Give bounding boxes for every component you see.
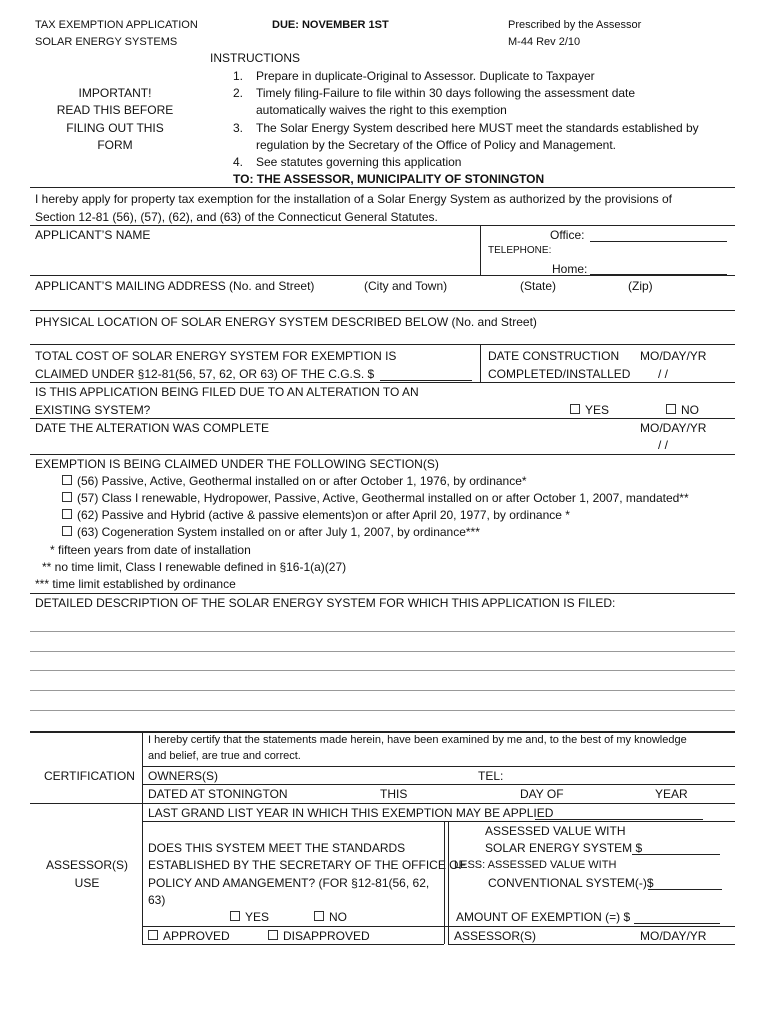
dated-at-label: DATED AT STONINGTON [148, 787, 288, 801]
telephone-label: TELEPHONE: [488, 245, 552, 256]
footnote-2: ** no time limit, Class I renewable defined in §16-1(a)(27) [42, 560, 347, 574]
home-phone-field[interactable] [590, 262, 727, 275]
divider [142, 731, 143, 944]
exemption-option-63[interactable] [62, 525, 480, 539]
footnote-3: *** time limit established by ordinance [35, 577, 236, 591]
standards-question-line4: 63) [148, 893, 166, 907]
date-construction-label: DATE CONSTRUCTION [488, 349, 620, 363]
exemption-heading: EXEMPTION IS BEING CLAIMED UNDER THE FOLLOWING SECTION(S) [35, 457, 439, 471]
disapproved-option[interactable] [268, 929, 370, 943]
divider [30, 310, 735, 311]
divider [480, 225, 481, 275]
office-phone-label: Office: [550, 228, 585, 242]
exemption-option-62-label: (62) Passive and Hybrid (active & passive elements)on or after April 20, 1977, by ordinance * [77, 508, 570, 522]
checkbox-icon [62, 492, 72, 502]
checkbox-icon [666, 404, 676, 414]
instruction-num-3: 3. [233, 121, 244, 135]
important-note-4: FORM [97, 138, 133, 152]
owners-label: OWNERS(S) [148, 769, 218, 783]
checkbox-icon [570, 404, 580, 414]
date-construction-field[interactable]: / / [658, 367, 669, 381]
total-cost-field[interactable] [380, 367, 472, 381]
divider [30, 225, 735, 226]
checkbox-icon [62, 526, 72, 536]
conventional-field[interactable] [648, 876, 722, 890]
divider [30, 454, 735, 455]
divider [142, 821, 735, 822]
alteration-question-line2: EXISTING SYSTEM? [35, 403, 151, 417]
instruction-num-4: 4. [233, 155, 244, 169]
state-label: (State) [520, 279, 557, 293]
tel-label: TEL: [478, 769, 504, 783]
instruction-2-line2: automatically waives the right to this exemption [256, 103, 507, 117]
description-label: DETAILED DESCRIPTION OF THE SOLAR ENERGY SYSTEM FOR WHICH THIS APPLICATION IS FILED: [35, 596, 616, 610]
year-label: YEAR [655, 787, 688, 801]
instruction-4: See statutes governing this application [256, 155, 462, 169]
divider [30, 344, 735, 345]
total-cost-line1: TOTAL COST OF SOLAR ENERGY SYSTEM FOR EXEMPTION IS [35, 349, 397, 363]
instructions-heading: INSTRUCTIONS [210, 51, 300, 65]
assessors-signature-label: ASSESSOR(S) [454, 929, 537, 943]
conventional-label: CONVENTIONAL SYSTEM(-)$ [488, 876, 654, 890]
certification-text-line2: and belief, are true and correct. [148, 750, 301, 762]
prescribed-by: Prescribed by the Assessor [508, 19, 642, 31]
checkbox-icon [62, 509, 72, 519]
less-assessed-label: LESS: ASSESSED VALUE WITH [454, 859, 617, 871]
exemption-option-56-label: (56) Passive, Active, Geothermal installed on or after October 1, 1976, by ordinance* [77, 474, 527, 488]
checkbox-icon [314, 911, 324, 921]
approved-option[interactable] [148, 929, 230, 943]
alteration-date-label: DATE THE ALTERATION WAS COMPLETE [35, 421, 270, 435]
description-line[interactable] [30, 651, 735, 652]
disapproved-label: DISAPPROVED [283, 929, 370, 943]
standards-no-label: NO [329, 910, 347, 924]
alteration-no-label: NO [681, 403, 699, 417]
assessor-use-label-line1: ASSESSOR(S) [45, 858, 129, 872]
instruction-3-line2: regulation by the Secretary of the Office of Policy and Management. [256, 138, 616, 152]
standards-question-line3: POLICY AND AMANGEMENT? (FOR §12-81(56, 62, [148, 876, 430, 890]
applicant-name-label: APPLICANT’S NAME [35, 228, 151, 242]
date-completed-label: COMPLETED/INSTALLED [488, 367, 631, 381]
zip-label: (Zip) [628, 279, 653, 293]
instruction-num-2: 2. [233, 86, 244, 100]
divider [30, 382, 735, 383]
checkbox-icon [62, 475, 72, 485]
alteration-yes-label: YES [585, 403, 610, 417]
certification-label: CERTIFICATION [44, 769, 135, 783]
checkbox-icon [230, 911, 240, 921]
date-format-label: MO/DAY/YR [640, 349, 707, 363]
grand-list-label: LAST GRAND LIST YEAR IN WHICH THIS EXEMPTION MAY BE APPLIED [148, 806, 554, 820]
checkbox-icon [148, 930, 158, 940]
instruction-num-1: 1. [233, 69, 244, 83]
exemption-option-56[interactable] [62, 474, 527, 488]
description-line[interactable] [30, 710, 735, 711]
instruction-2-line1: Timely filing-Failure to file within 30 days following the assessment date [256, 86, 636, 100]
form-title-line1: TAX EXEMPTION APPLICATION [35, 19, 198, 31]
instruction-3-line1: The Solar Energy System described here MUST meet the standards established by [256, 121, 699, 135]
alteration-yes-option[interactable] [570, 403, 609, 417]
exemption-option-62[interactable] [62, 508, 570, 522]
divider [142, 784, 735, 785]
mailing-address-label: APPLICANT’S MAILING ADDRESS (No. and Street) [35, 279, 315, 293]
certification-text-line1: I hereby certify that the statements made herein, have been examined by me and, to the best of my knowledge [148, 734, 687, 746]
important-note-3: FILING OUT THIS [66, 121, 164, 135]
city-label: (City and Town) [364, 279, 448, 293]
form-title-line2: SOLAR ENERGY SYSTEMS [35, 36, 178, 48]
divider [142, 926, 735, 927]
divider [30, 187, 735, 188]
standards-question-line1: DOES THIS SYSTEM MEET THE STANDARDS [148, 841, 406, 855]
day-of-label: DAY OF [520, 787, 564, 801]
total-cost-line2: CLAIMED UNDER §12-81(56, 57, 62, OR 63) OF THE C.G.S. $ [35, 367, 375, 381]
standards-question-line2: ESTABLISHED BY THE SECRETARY OF THE OFFICE OF [148, 858, 466, 872]
divider [30, 731, 735, 733]
approved-label: APPROVED [163, 929, 230, 943]
divider [444, 821, 445, 944]
description-line[interactable] [30, 670, 735, 671]
exemption-option-57[interactable] [62, 491, 689, 505]
important-note-1: IMPORTANT! [78, 86, 152, 100]
important-note-2: READ THIS BEFORE [56, 103, 174, 117]
apply-text-line1: I hereby apply for property tax exemption for the installation of a Solar Energy System as authorized by the provisions of [35, 192, 673, 206]
standards-yes-option[interactable] [230, 910, 269, 924]
divider [30, 593, 735, 594]
physical-location-label: PHYSICAL LOCATION OF SOLAR ENERGY SYSTEM DESCRIBED BELOW (No. and Street) [35, 315, 537, 329]
to-assessor: TO: THE ASSESSOR, MUNICIPALITY OF STONINGTON [233, 172, 545, 186]
amount-of-exemption-field[interactable] [634, 910, 720, 924]
assessor-use-label-line2: USE [74, 876, 100, 890]
description-line[interactable] [30, 631, 735, 632]
exemption-option-57-label: (57) Class I renewable, Hydropower, Passive, Active, Geothermal installed on or after October 1, 2007, mandated** [77, 491, 689, 505]
due-date: DUE: NOVEMBER 1ST [272, 19, 389, 31]
divider [30, 275, 735, 276]
assessor-date-label: MO/DAY/YR [640, 929, 707, 943]
exemption-option-63-label: (63) Cogeneration System installed on or after July 1, 2007, by ordinance*** [77, 525, 480, 539]
alteration-date-format: MO/DAY/YR [640, 421, 707, 435]
divider [480, 344, 481, 382]
home-phone-label: Home: [552, 262, 588, 276]
this-label: THIS [380, 787, 408, 801]
grand-list-year-field[interactable] [535, 806, 703, 820]
instruction-1: Prepare in duplicate-Original to Assessor. Duplicate to Taxpayer [256, 69, 595, 83]
assessed-with-label-line2: SOLAR ENERGY SYSTEM $ [485, 841, 643, 855]
footnote-1: * fifteen years from date of installation [50, 543, 251, 557]
standards-no-option[interactable] [314, 910, 347, 924]
divider [448, 944, 735, 945]
amount-of-exemption-label: AMOUNT OF EXEMPTION (=) $ [456, 910, 631, 924]
assessed-with-field[interactable] [632, 841, 720, 855]
description-line[interactable] [30, 690, 735, 691]
divider [30, 418, 735, 419]
standards-yes-label: YES [245, 910, 270, 924]
alteration-no-option[interactable] [666, 403, 699, 417]
divider [142, 766, 735, 767]
assessed-with-label-line1: ASSESSED VALUE WITH [485, 824, 626, 838]
form-number: M-44 Rev 2/10 [508, 36, 581, 48]
alteration-date-field[interactable]: / / [658, 438, 669, 452]
divider [30, 803, 735, 804]
alteration-question-line1: IS THIS APPLICATION BEING FILED DUE TO AN ALTERATION TO AN [35, 385, 419, 399]
divider [142, 944, 444, 945]
office-phone-field[interactable] [590, 229, 727, 242]
apply-text-line2: Section 12-81 (56), (57), (62), and (63) of the Connecticut General Statutes. [35, 210, 438, 224]
checkbox-icon [268, 930, 278, 940]
divider [448, 821, 449, 944]
